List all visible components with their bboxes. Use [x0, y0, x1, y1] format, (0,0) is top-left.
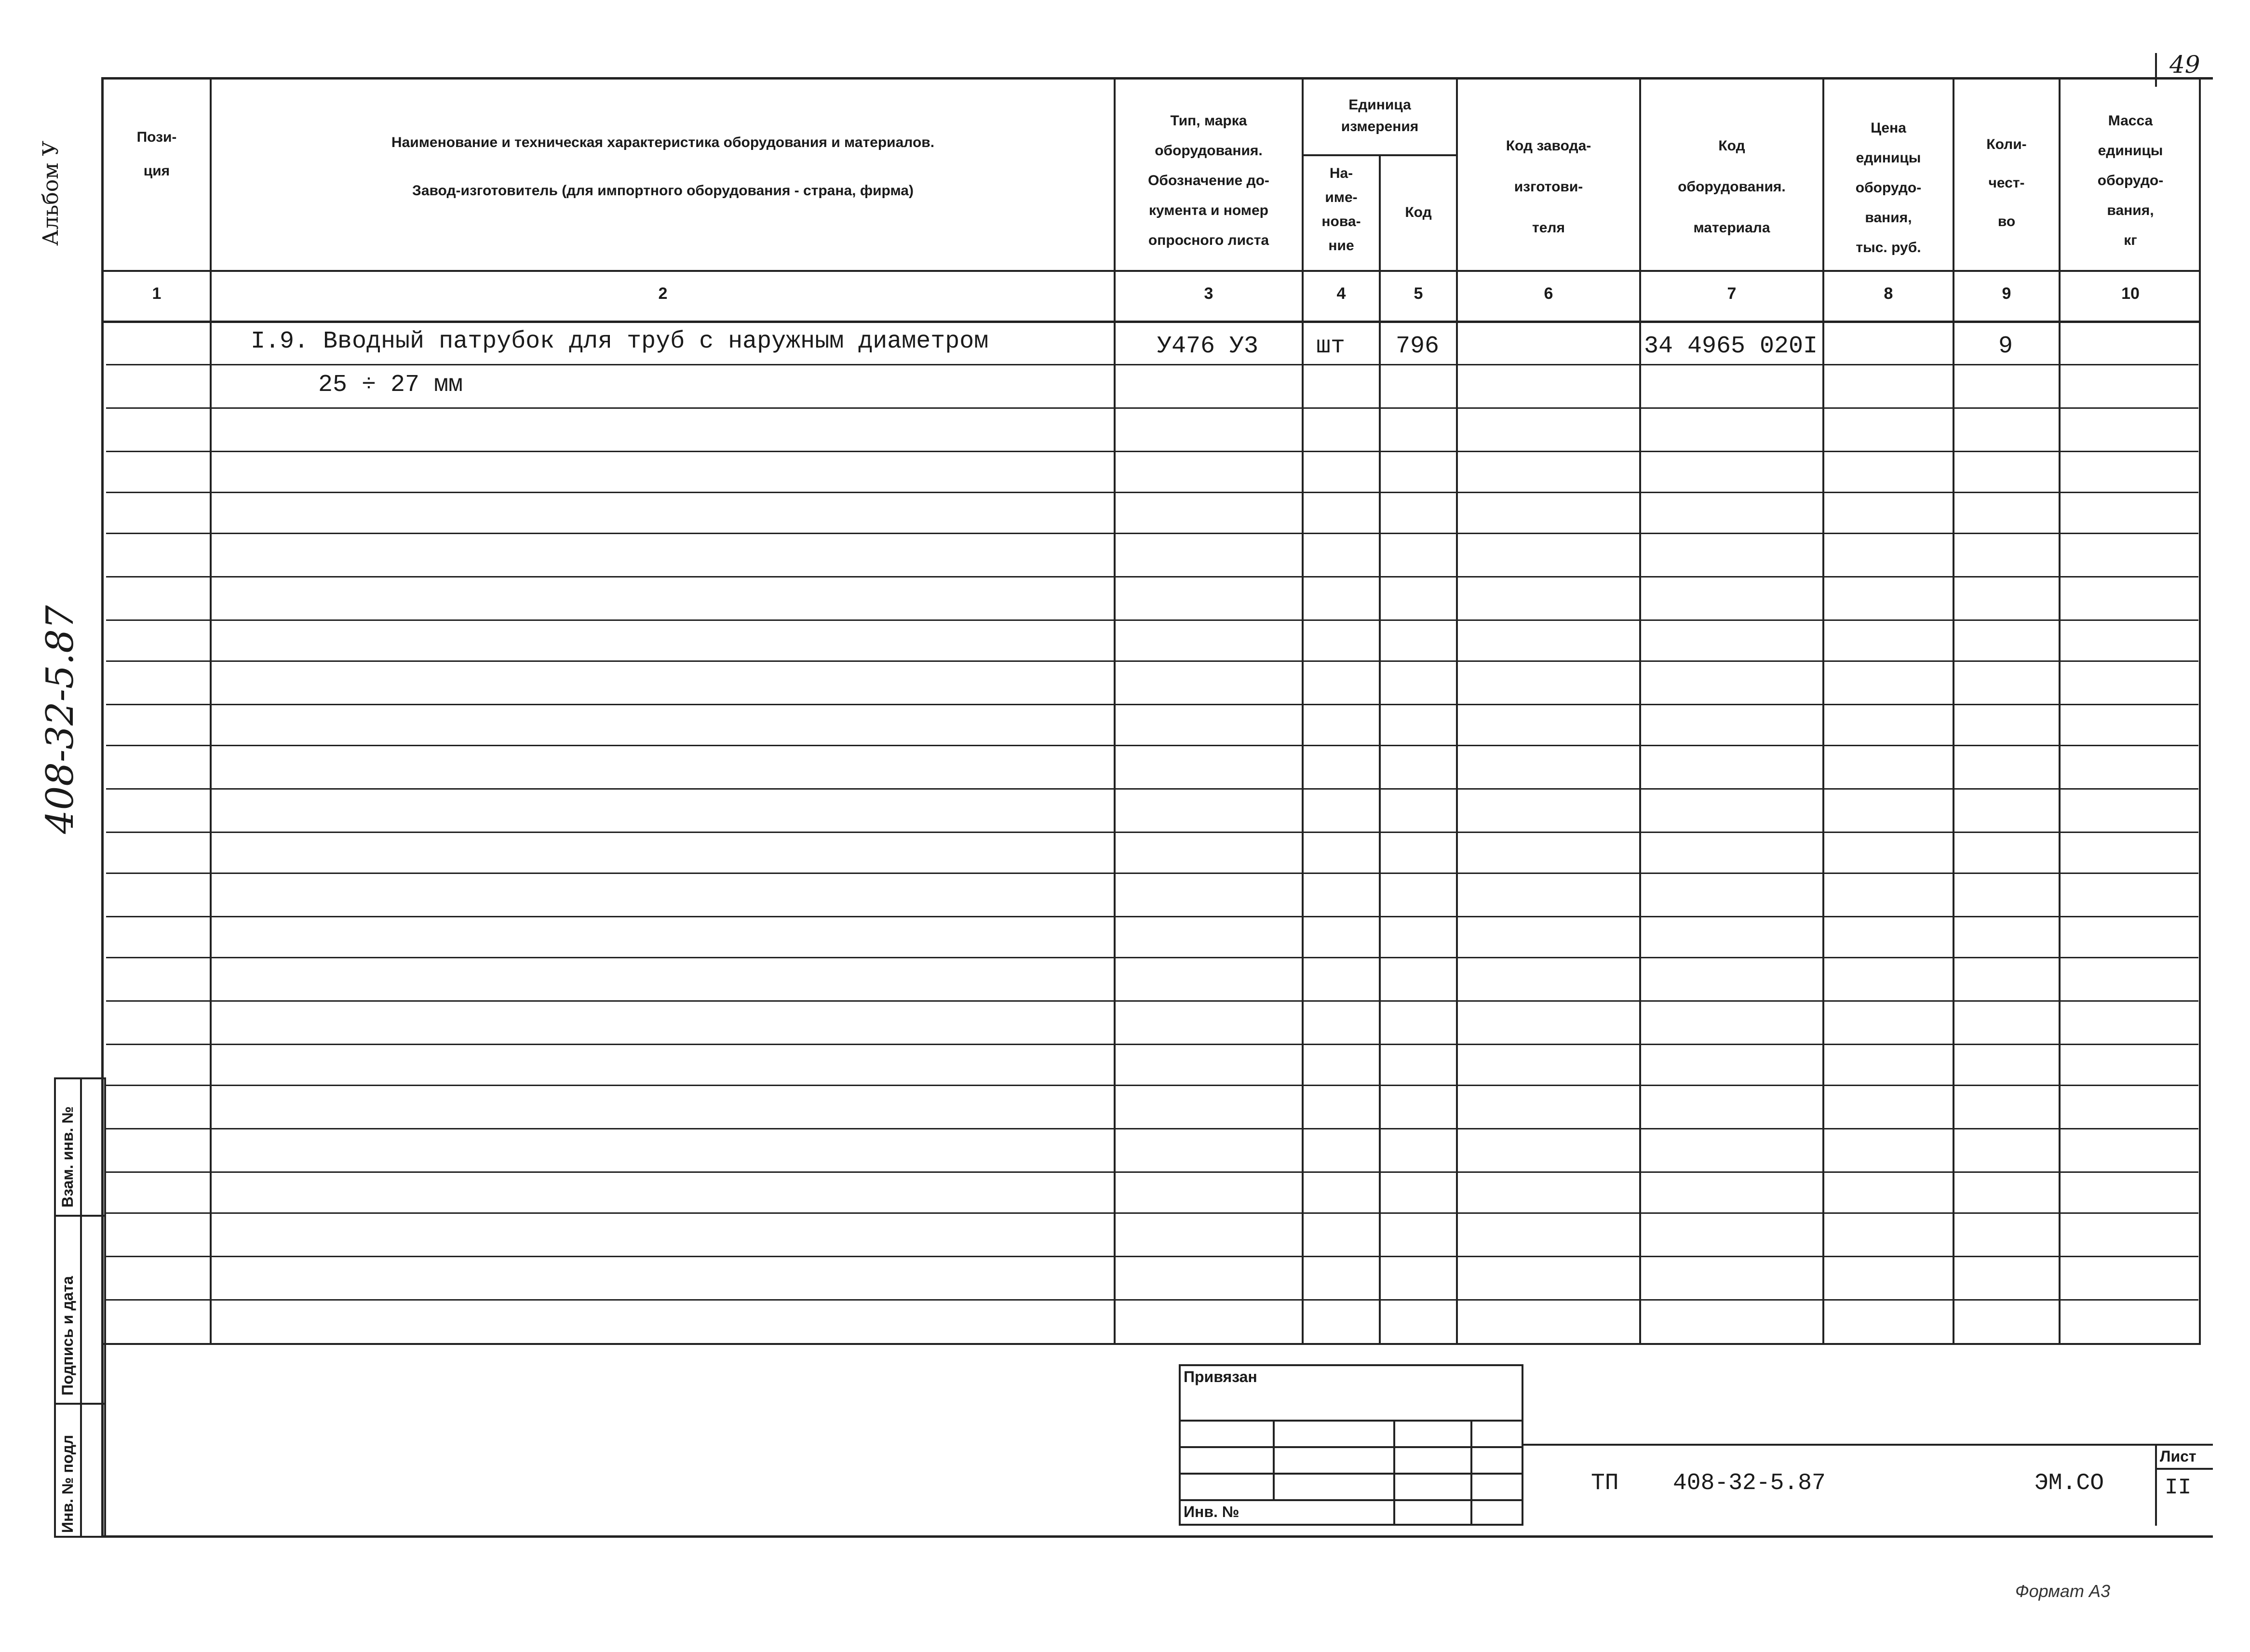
table-row [106, 1171, 2198, 1173]
column-number: 3 [1204, 284, 1213, 303]
table-row [106, 873, 2198, 874]
table-row [106, 1212, 2198, 1214]
table-row [106, 364, 2198, 365]
tp-label: ТП [1591, 1470, 1619, 1496]
album-label: Альбом У [39, 140, 63, 246]
col-divider [1456, 80, 1458, 1345]
header-quantity: Коли- чест- во [1986, 136, 2027, 229]
table-row [106, 660, 2198, 662]
col-divider [1379, 154, 1381, 1345]
column-number: 8 [1884, 284, 1893, 303]
table-row [106, 1044, 2198, 1045]
binding-grid-line [1393, 1420, 1395, 1526]
table-row [106, 492, 2198, 493]
table-row [106, 1128, 2198, 1129]
table-row [106, 1085, 2198, 1086]
header-unit-name: На- име- нова- ние [1321, 165, 1361, 254]
table-row [106, 451, 2198, 452]
stamp-divider [54, 1215, 106, 1217]
binding-label: Привязан [1184, 1368, 1257, 1385]
table-row [106, 407, 2198, 409]
spec-table [104, 80, 2201, 1345]
stamp-field-original-inventory: Инв. № подл [59, 1435, 76, 1533]
document-number: 408-32-5.87 [1673, 1470, 1826, 1496]
column-number: 1 [152, 284, 162, 303]
item-name-line2: 25 ÷ 27 мм [318, 371, 463, 399]
column-number: 5 [1414, 284, 1423, 303]
header-bottom-line [104, 270, 2201, 272]
unit-group-divider [1302, 154, 1456, 156]
format-label: Формат А3 [2015, 1581, 2110, 1601]
item-quantity: 9 [1998, 333, 2013, 360]
sheet-label: Лист [2160, 1448, 2196, 1465]
table-row [106, 1256, 2198, 1257]
header-price: Цена единицы оборудо- вания, тыс. руб. [1855, 120, 1922, 255]
table-row [106, 533, 2198, 534]
header-mass: Масса единицы оборудо- вания, кг [2097, 113, 2164, 248]
column-number: 4 [1336, 284, 1346, 303]
table-row [106, 1299, 2198, 1301]
item-equipment-code: 34 4965 020I [1644, 333, 1818, 360]
table-row [106, 576, 2198, 578]
stamp-field-replacement: Взам. инв. № [59, 1106, 76, 1208]
header-manufacturer-code: Код завода- изготови- теля [1506, 138, 1591, 236]
column-number: 9 [2002, 284, 2011, 303]
header-unit-code: Код [1405, 204, 1432, 220]
header-type: Тип, марка оборудования. Обозначение до- кумента и номер опросного листа [1148, 113, 1269, 248]
table-row [106, 957, 2198, 958]
page-number: 49 [2169, 51, 2200, 79]
header-position: Пози- ция [136, 129, 177, 179]
table-row [106, 916, 2198, 917]
col-divider [210, 80, 212, 1345]
header-manufacturer: Завод-изготовитель (для импортного оборудования - страна, фирма) [412, 183, 914, 199]
header-name: Наименование и техническая характеристика оборудования и материалов. [391, 134, 935, 150]
binding-grid-line [1273, 1420, 1275, 1499]
table-row [106, 1000, 2198, 1002]
sheet-number: II [2165, 1475, 2192, 1500]
title-block-top-line [1523, 1444, 2213, 1446]
binding-grid-line [1470, 1420, 1472, 1526]
col-divider [1302, 80, 1304, 1345]
item-unit-name: шт [1316, 333, 1346, 360]
item-name-line1: I.9. Вводный патрубок для труб с наружным диаметром [251, 328, 989, 355]
table-row [106, 832, 2198, 833]
col-divider [1114, 80, 1116, 1345]
project-code-handwritten: 408-32-5.87 [39, 605, 82, 834]
item-unit-code: 796 [1396, 333, 1440, 360]
inventory-label: Инв. № [1184, 1503, 1240, 1520]
column-number: 10 [2121, 284, 2140, 303]
column-number: 7 [1727, 284, 1737, 303]
header-unit-group: Единица измерения [1341, 97, 1419, 134]
stamp-field-signature: Подпись и дата [59, 1276, 76, 1396]
col-divider [1953, 80, 1954, 1345]
header-equipment-code: Код оборудования. материала [1678, 138, 1786, 236]
sheet-box-divider [2155, 1468, 2213, 1470]
table-row [106, 745, 2198, 746]
col-divider [1822, 80, 1824, 1345]
table-row [106, 619, 2198, 621]
stamp-divider [54, 1403, 106, 1405]
column-number: 2 [658, 284, 668, 303]
col-divider [1639, 80, 1641, 1345]
item-type: У476 У3 [1157, 333, 1259, 360]
colnum-bottom-line [104, 321, 2201, 323]
column-number: 6 [1544, 284, 1553, 303]
document-code: ЭМ.СО [2034, 1470, 2104, 1496]
col-divider [2059, 80, 2061, 1345]
table-row [106, 788, 2198, 790]
table-row [106, 704, 2198, 705]
